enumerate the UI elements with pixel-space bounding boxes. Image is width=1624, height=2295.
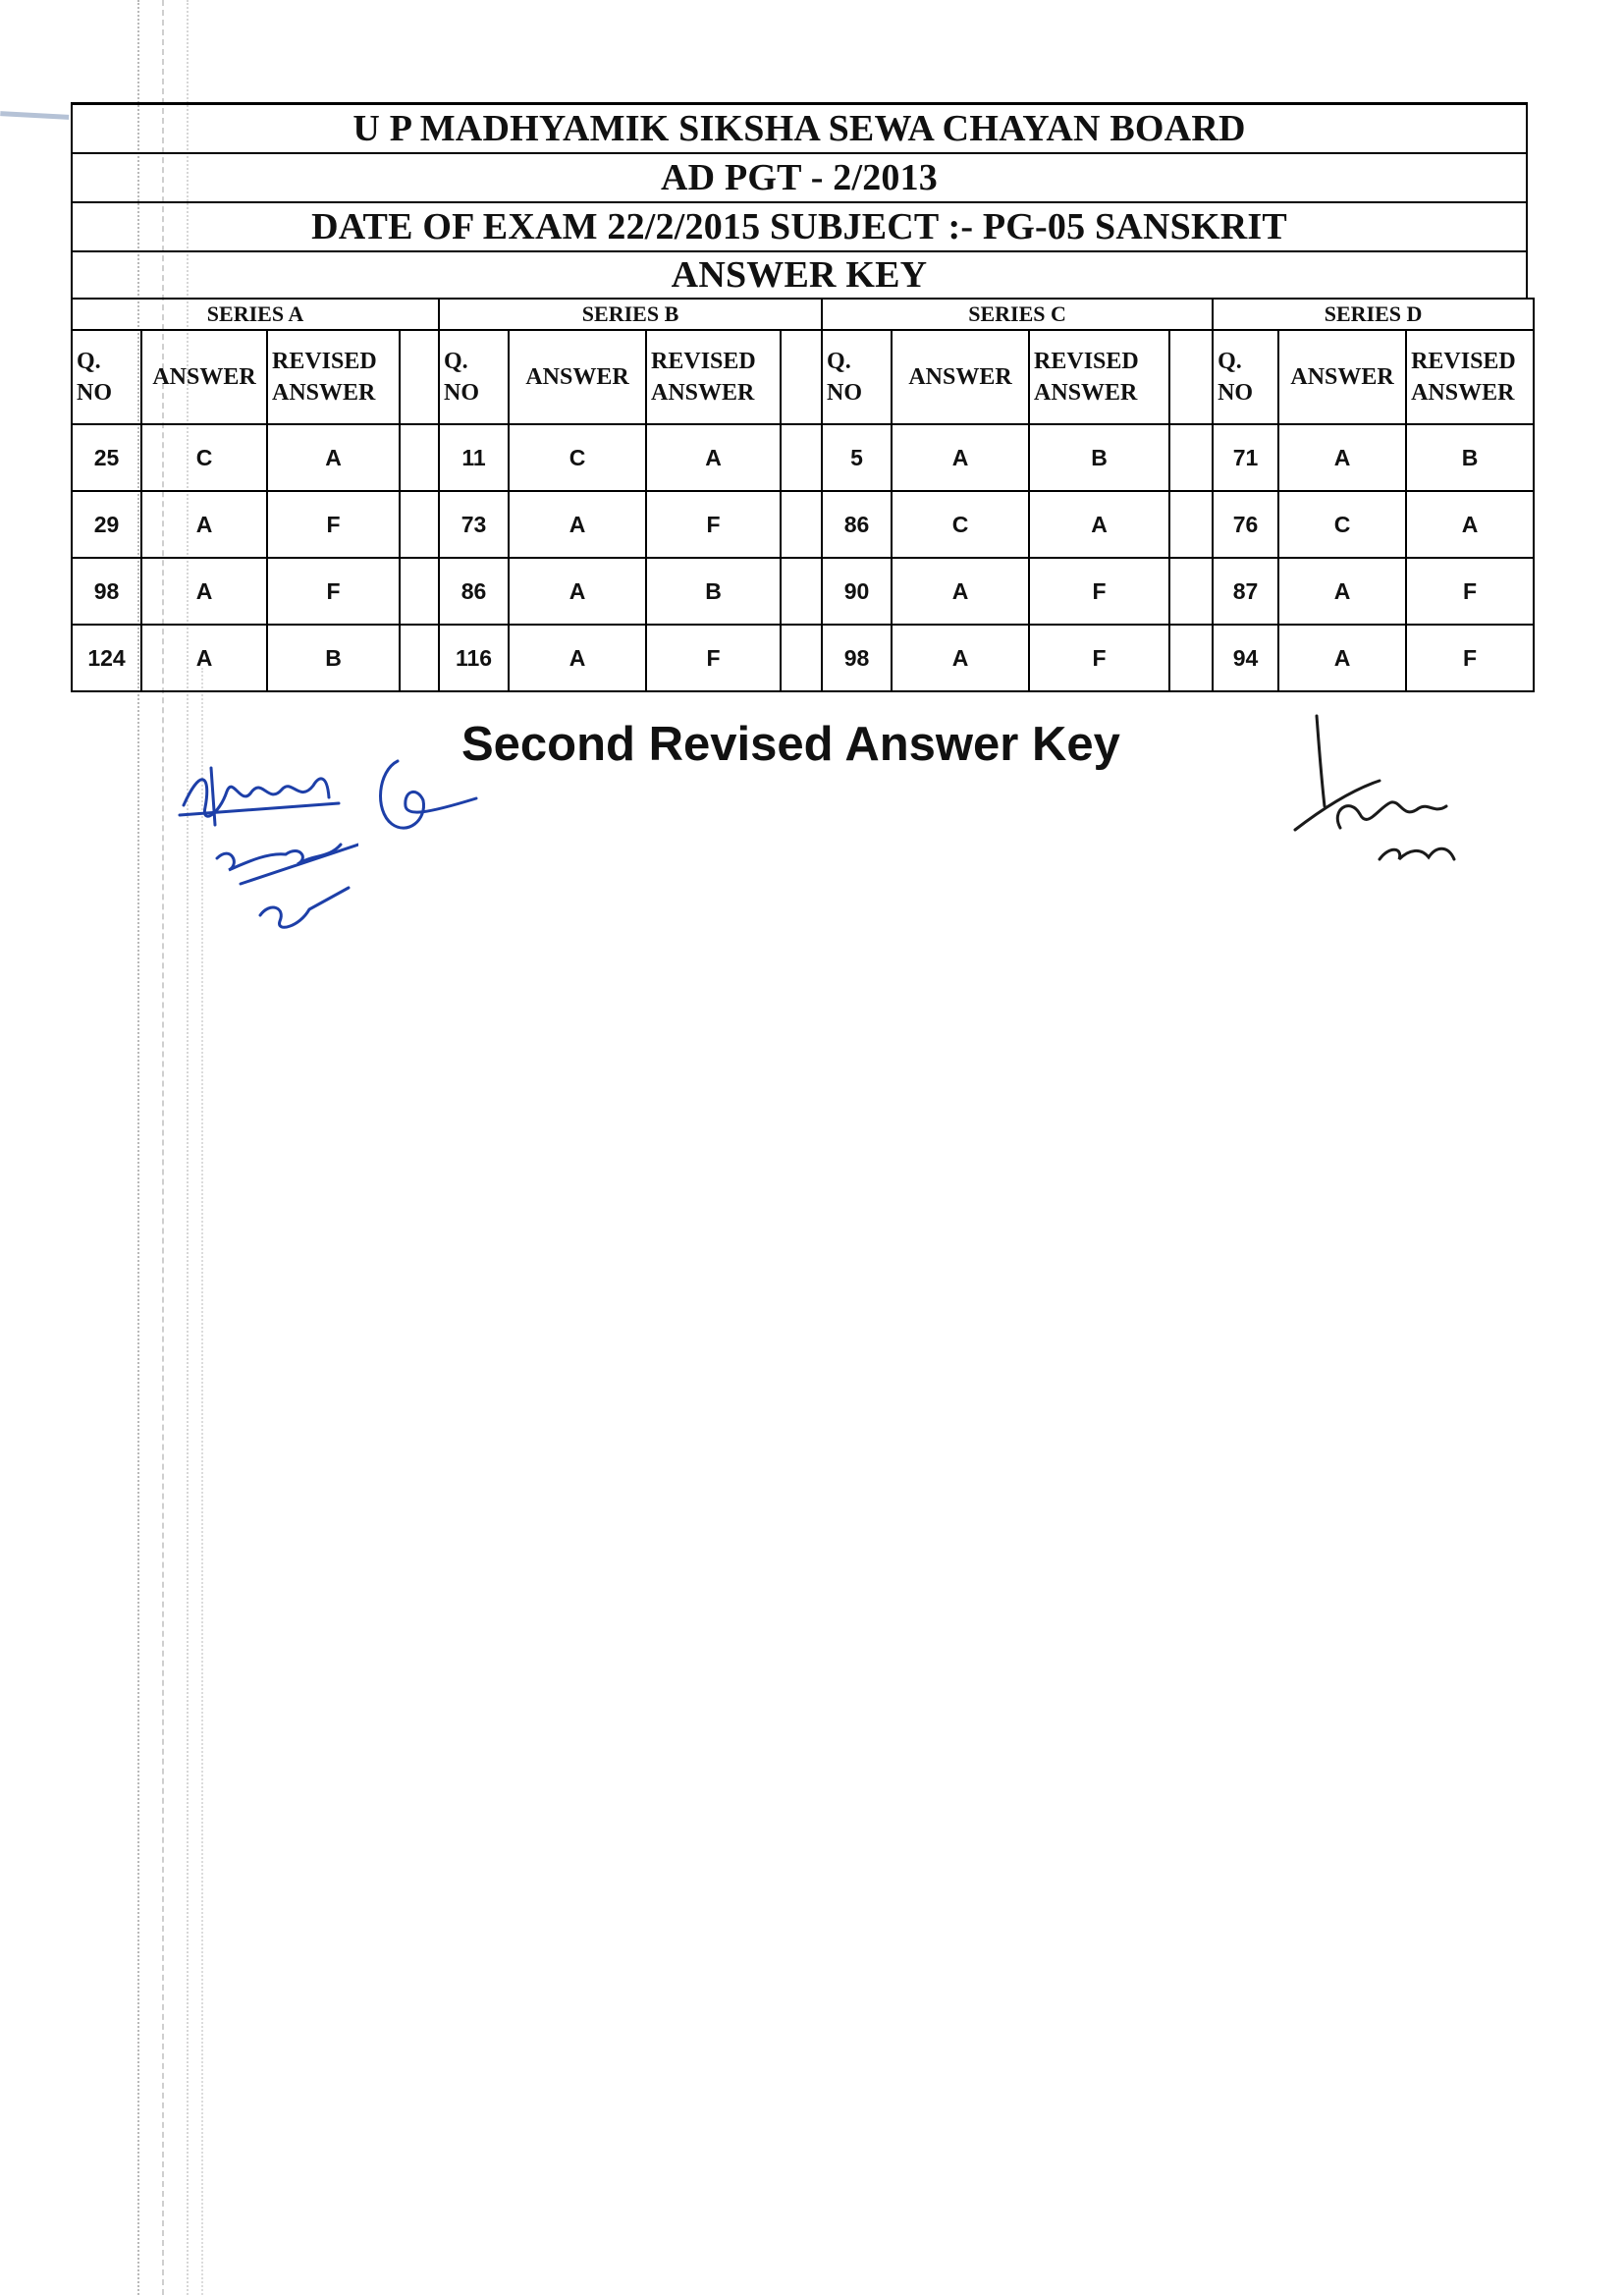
revised-answer-cell: A — [267, 424, 400, 491]
series-header-row — [72, 299, 1534, 330]
handwritten-initials-left — [211, 825, 358, 962]
table-row — [72, 625, 1534, 691]
answer-cell: C — [892, 491, 1029, 558]
answer-column-header: ANSWER — [509, 330, 646, 424]
revised-column-header — [1029, 330, 1169, 424]
question-number-cell: 86 — [822, 491, 892, 558]
answer-key-table — [71, 298, 1535, 692]
answer-cell: A — [509, 558, 646, 625]
revised-column-header — [646, 330, 781, 424]
revised-answer-cell: F — [646, 491, 781, 558]
qno-header-line: NO — [77, 380, 112, 406]
answer-column-header: ANSWER — [1278, 330, 1406, 424]
handwritten-initial-circle — [368, 751, 486, 840]
revised-header-line: ANSWER — [272, 380, 376, 406]
question-number-cell: 5 — [822, 424, 892, 491]
column-header-row — [72, 330, 1534, 424]
revised-answer-cell: F — [267, 491, 400, 558]
spacer-cell — [1169, 558, 1213, 625]
revised-header-line: ANSWER — [1411, 380, 1515, 406]
spacer-cell — [1169, 424, 1213, 491]
question-number-cell: 76 — [1213, 491, 1278, 558]
table-row — [72, 424, 1534, 491]
spacer-cell — [781, 330, 822, 424]
question-number-cell: 90 — [822, 558, 892, 625]
answer-cell: A — [1278, 558, 1406, 625]
answer-cell: A — [141, 491, 267, 558]
answer-cell: A — [1278, 625, 1406, 691]
revised-answer-cell: B — [1406, 424, 1534, 491]
spacer-cell — [1169, 625, 1213, 691]
footnote-second-revised: Second Revised Answer Key — [461, 718, 1120, 771]
answer-cell: A — [141, 625, 267, 691]
answer-cell: A — [1278, 424, 1406, 491]
answer-cell: C — [509, 424, 646, 491]
spacer-cell — [400, 424, 439, 491]
revised-header-line: REVISED — [272, 348, 377, 374]
answer-key-title: ANSWER KEY — [71, 250, 1528, 298]
question-number-cell: 73 — [439, 491, 509, 558]
question-number-cell: 124 — [72, 625, 141, 691]
revised-answer-cell: F — [1406, 625, 1534, 691]
revised-column-header — [1406, 330, 1534, 424]
question-number-cell: 25 — [72, 424, 141, 491]
spacer-cell — [781, 558, 822, 625]
spacer-cell — [400, 625, 439, 691]
series-header: SERIES C — [822, 299, 1213, 330]
revised-answer-cell: F — [646, 625, 781, 691]
revised-answer-cell: A — [646, 424, 781, 491]
question-number-cell: 98 — [72, 558, 141, 625]
answer-cell: A — [509, 625, 646, 691]
revised-header-line: ANSWER — [1034, 380, 1138, 406]
revised-answer-cell: F — [267, 558, 400, 625]
qno-column-header — [439, 330, 509, 424]
answer-column-header: ANSWER — [892, 330, 1029, 424]
revised-answer-cell: B — [267, 625, 400, 691]
question-number-cell: 11 — [439, 424, 509, 491]
spacer-cell — [1169, 491, 1213, 558]
question-number-cell: 94 — [1213, 625, 1278, 691]
answer-key-sheet — [71, 102, 1528, 692]
revised-column-header — [267, 330, 400, 424]
answer-cell: C — [141, 424, 267, 491]
revised-header-line: ANSWER — [651, 380, 755, 406]
scan-artifact-line — [201, 668, 203, 2295]
question-number-cell: 86 — [439, 558, 509, 625]
question-number-cell: 98 — [822, 625, 892, 691]
table-row — [72, 558, 1534, 625]
qno-column-header — [822, 330, 892, 424]
revised-header-line: REVISED — [651, 348, 756, 374]
revised-answer-cell: F — [1406, 558, 1534, 625]
qno-header-line: Q. — [1218, 348, 1242, 374]
answer-cell: C — [1278, 491, 1406, 558]
question-number-cell: 29 — [72, 491, 141, 558]
qno-header-line: NO — [1218, 380, 1254, 406]
exam-code: AD PGT - 2/2013 — [71, 152, 1528, 201]
question-number-cell: 71 — [1213, 424, 1278, 491]
qno-header-line: NO — [444, 380, 480, 406]
series-header: SERIES A — [72, 299, 439, 330]
answer-cell: A — [892, 558, 1029, 625]
qno-header-line: Q. — [827, 348, 851, 374]
revised-answer-cell: F — [1029, 625, 1169, 691]
board-title: U P MADHYAMIK SIKSHA SEWA CHAYAN BOARD — [71, 102, 1528, 152]
revised-answer-cell: B — [646, 558, 781, 625]
qno-header-line: Q. — [77, 348, 101, 374]
answer-cell: A — [892, 424, 1029, 491]
question-number-cell: 87 — [1213, 558, 1278, 625]
spacer-cell — [400, 491, 439, 558]
qno-column-header — [1213, 330, 1278, 424]
answer-column-header: ANSWER — [141, 330, 267, 424]
exam-details: DATE OF EXAM 22/2/2015 SUBJECT :- PG-05 SANSKRIT — [71, 201, 1528, 250]
answer-cell: A — [509, 491, 646, 558]
table-row — [72, 491, 1534, 558]
revised-answer-cell: B — [1029, 424, 1169, 491]
spacer-cell — [400, 558, 439, 625]
spacer-cell — [400, 330, 439, 424]
revised-answer-cell: F — [1029, 558, 1169, 625]
revised-header-line: REVISED — [1034, 348, 1139, 374]
qno-header-line: Q. — [444, 348, 468, 374]
revised-header-line: REVISED — [1411, 348, 1516, 374]
spacer-cell — [1169, 330, 1213, 424]
series-header: SERIES D — [1213, 299, 1534, 330]
scan-artifact-mark — [0, 111, 69, 130]
qno-column-header — [72, 330, 141, 424]
handwritten-signature-right — [1281, 712, 1478, 879]
series-header: SERIES B — [439, 299, 822, 330]
revised-answer-cell: A — [1029, 491, 1169, 558]
revised-answer-cell: A — [1406, 491, 1534, 558]
spacer-cell — [781, 491, 822, 558]
spacer-cell — [781, 625, 822, 691]
question-number-cell: 116 — [439, 625, 509, 691]
spacer-cell — [781, 424, 822, 491]
answer-cell: A — [892, 625, 1029, 691]
qno-header-line: NO — [827, 380, 863, 406]
answer-cell: A — [141, 558, 267, 625]
